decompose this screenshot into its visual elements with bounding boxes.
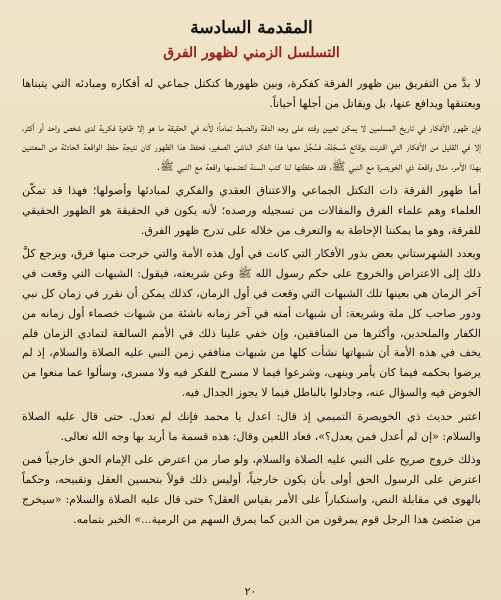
paragraph-3: أما ظهور الفرقة ذات التكتل الجماعي والاعتناق العقدي والفكري لمبادئها وأصولها؛ فهذا قد تمكّن العلماء وهم علماء الفرق والمقالات من تسجيله ورصده؛ لأنه يكون في الحقيقة هو الظهور الحقيقي للفرقة، وهو ما يمكننا الإحاطة به والتعرف من خلاله على تدرج ظهور الفرق. bbox=[22, 183, 481, 237]
paragraph-1: لا بدَّ من التفريق بين ظهور الفرقة كفكرة، وبين ظهورها كتكتل جماعي له أفكاره ومبادئه التي يتبناها ويعتنقها ويدافع عنها، بل ويقاتل من أجلها أحياناً. bbox=[22, 77, 481, 110]
section-title: المقدمة السادسة bbox=[190, 18, 313, 38]
paragraph-5: اعتبر حديث ذي الخويصرة التميمي إذ قال: اعدل يا محمد فإنك لم تعدل. حتى قال عليه الصلاة والسلام: «إن لم أعدل فمن يعدل؟»، فعاد اللعين وقال: هذه قسمة ما أريد بها وجه الله تعالى. bbox=[22, 409, 481, 443]
paragraph-4: ويعدد الشهرستاني بعض بذور الأفكار التي كانت في أول هذه الأمة والتي خرجت منها فرق، ويرجع كلَّ ذلك إلى الاعتراض والخروج على حكم رسول الله ﷺ وعن شريعته، فيقول: الشبهات التي وقعت في آخر الزمان هي بعينها تلك الشبهات التي وقعت في أول الزمان، كذلك يمكن أن نقرر في زمان كل نبي ودور صاحب كل ملة وشريعة: أن شبهات أمته في آخر زمانه ناشئة من شبهات خصماء أول زمانه من الكفار والملحدين، وأكثرها من المنافقين، وإن خفي علينا ذلك في الأمم السالفة لتمادي الزمان فلم يخف في هذه الأمة أن شبهاتها نشأت كلها من شبهات منافقي زمن النبي عليه الصلاة والسلام، إذ لم يرضوا بحكمه فيما كان يأمر وينهى، وشرعوا فيما لا مسرح للفكر فيه ولا مسرى، وسألوا عما منعوا من الخوض فيه والسؤال عنه، وجادلوا بالباطل فيما لا يجوز الجدال فيه. bbox=[22, 247, 481, 399]
page-number: ٢٠ bbox=[244, 585, 257, 598]
section-subtitle: التسلسل الزمني لظهور الفرق bbox=[163, 45, 340, 61]
paragraph-2: فإن ظهور الأفكار في تاريخ المسلمين لا يمكن تعيين وقته على وجه الدقة والضبط تماماً؛ لأنه في الحقيقة ما هو إلا ظاهرة فكرية لدى شخص واحد أو أكثر، إلا في القليل من الأفكار التي اقترنت بوقائع مُسجّلة، فسُجِّل معها هذا الفكر الناشئ الصغير، فحفظ هذا الظهور كان نتيجة حفظ الواقعة الحادثة من المعتنين بهذا الأمر، مثال واقعة ذي الخويصرة مع النبي ﷺ، فقد حفظتها لنا كتب السنة لتضمنها واقعة مع النبي ﷺ. bbox=[22, 120, 481, 174]
paragraph-6: وذلك خروج صريح على النبي عليه الصلاة والسلام، ولو صار من اعترض على الإمام الحق خارجياً فمن اعترض على الرسول الحق أولى بأن يكون خارجياً، أوليس ذلك قولاً بتحسين العقل وتقبيحه، وحكماً بالهوى في مقابلة النص، واستكباراً على الأمر بقياس العقل؟ حتى قال عليه الصلاة والسلام: «سيخرج من ضئضئ هذا الرجل قوم يمرقون من الدين كما يمرق السهم من الرمية...» الخبر بتمامه. bbox=[22, 453, 481, 526]
